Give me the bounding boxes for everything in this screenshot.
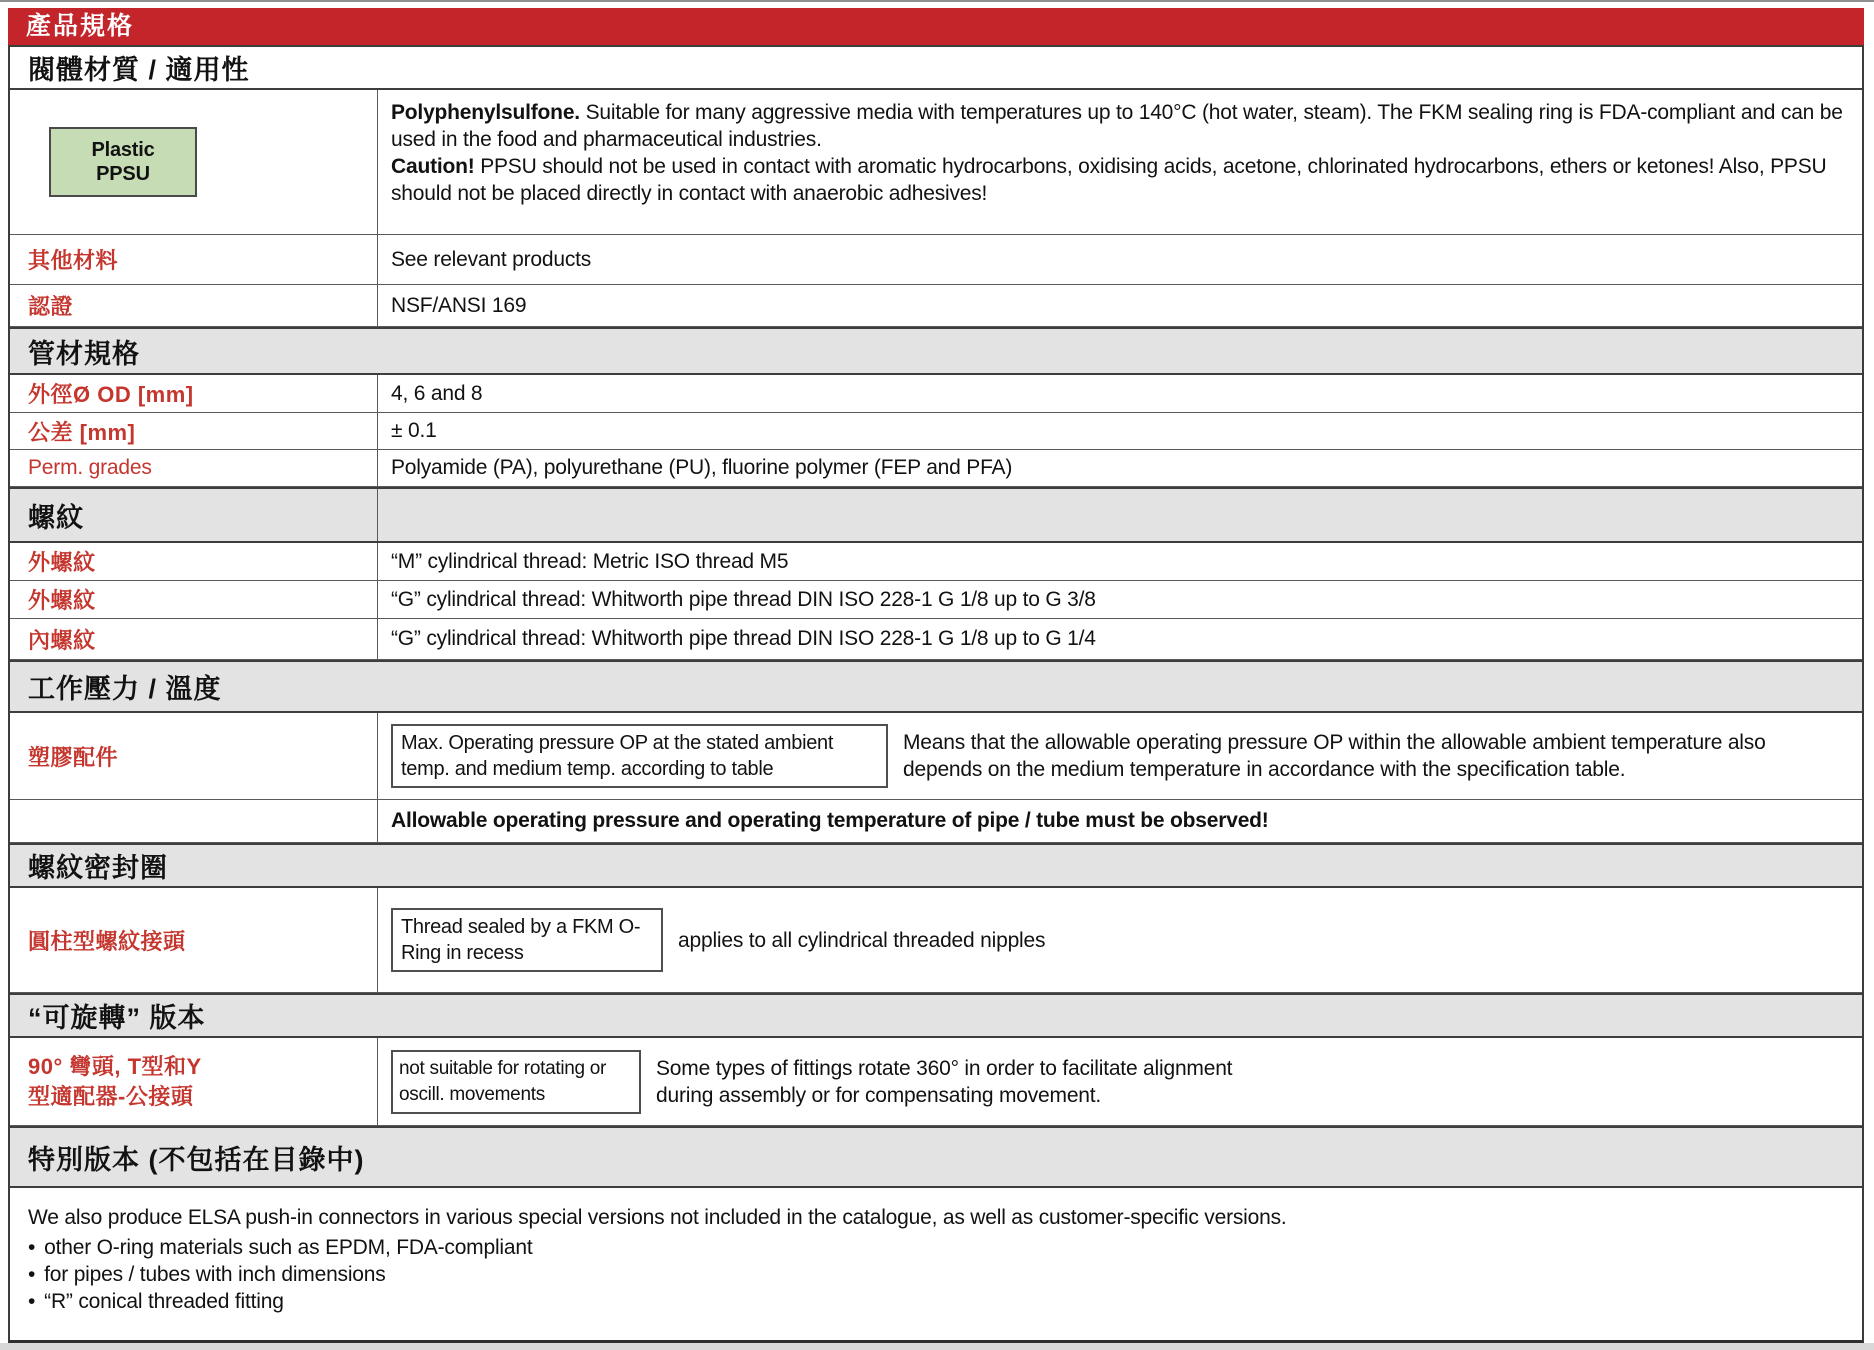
table-row-elbow-adapters — [10, 1038, 1862, 1126]
seal-note-box: Thread sealed by a FKM O-Ring in recess — [391, 908, 663, 972]
bottom-divider — [0, 1343, 1874, 1350]
bullet-text: for pipes / tubes with inch dimensions — [44, 1263, 386, 1286]
row-label: Perm. grades — [28, 456, 152, 479]
section-heading-text: “可旋轉” 版本 — [28, 1003, 206, 1033]
row-label: 認證 — [28, 294, 74, 319]
section-heading-body-material — [10, 45, 1862, 90]
row-label-line-2: 型適配器-公接頭 — [28, 1083, 194, 1109]
section-heading-pressure-temp — [10, 660, 1862, 713]
section-heading-text: 螺紋密封圈 — [28, 853, 168, 883]
spec-table — [8, 45, 1864, 1343]
row-label: 外螺紋 — [28, 588, 96, 613]
row-value: “G” cylindrical thread: Whitworth pipe thread DIN ISO 228-1 G 1/8 up to G 3/8 — [391, 587, 1096, 611]
pressure-note-box: Max. Operating pressure OP at the stated ambient temp. and medium temp. according to table — [391, 724, 888, 788]
rotation-description-line-1: Some types of fittings rotate 360° in order to facilitate alignment — [656, 1056, 1233, 1080]
bullet-icon: • — [28, 1290, 36, 1313]
ppsu-caution-lead: Caution! — [391, 155, 475, 178]
section-heading-threads — [10, 487, 1862, 543]
table-row-male-thread-m — [10, 543, 1862, 581]
table-row-certification — [10, 285, 1862, 327]
row-label-line-1: 90° 彎頭, T型和Y — [28, 1053, 202, 1079]
special-versions-paragraph: We also produce ELSA push-in connectors in various special versions not included in the catalogue, as well as customer-specific versions. — [28, 1206, 1287, 1229]
bullet-icon: • — [28, 1236, 36, 1259]
section-heading-text: 特別版本 (不包括在目錄中) — [28, 1144, 365, 1175]
table-row-pressure-note — [10, 800, 1862, 843]
list-item — [28, 1288, 1842, 1315]
table-row-male-thread-g — [10, 581, 1862, 619]
list-item — [28, 1234, 1842, 1261]
row-value: ± 0.1 — [391, 419, 437, 442]
empty-label-cell — [10, 800, 378, 842]
table-row-ppsu — [10, 90, 1862, 235]
table-row-plastic-fittings — [10, 713, 1862, 800]
row-label: 塑膠配件 — [28, 744, 119, 770]
ppsu-paragraph-1 — [391, 99, 1844, 153]
row-label: 公差 [mm] — [28, 419, 136, 445]
row-label: 其他材料 — [28, 248, 119, 273]
ppsu-bold-lead: Polyphenylsulfone. — [391, 101, 580, 124]
ppsu-text-2: PPSU should not be used in contact with aromatic hydrocarbons, oxidising acids, acetone, chlorinated hydrocarbons, ethers or ketones! Also, PPSU should not be placed directly in contact with anaerobic adhesives! — [391, 155, 1827, 205]
table-row-female-thread-g — [10, 619, 1862, 660]
list-item — [28, 1261, 1842, 1288]
table-row-tolerance — [10, 413, 1862, 450]
plastic-ppsu-badge — [49, 127, 197, 197]
special-versions-body — [10, 1188, 1862, 1340]
ppsu-text-1: Suitable for many aggressive media with temperatures up to 140°C (hot water, steam). The FKM sealing ring is FDA-compliant and can be used in the food and pharmaceutical industries. — [391, 101, 1843, 151]
pressure-bold-note: Allowable operating pressure and operating temperature of pipe / tube must be observed! — [391, 809, 1269, 832]
bullet-text: other O-ring materials such as EPDM, FDA-compliant — [44, 1236, 533, 1259]
page-title-bar — [8, 8, 1864, 45]
section-heading-rotatable — [10, 993, 1862, 1038]
table-row-other-materials — [10, 235, 1862, 285]
row-label: 圓柱型螺紋接頭 — [28, 928, 186, 954]
row-label: 外徑Ø OD [mm] — [28, 382, 194, 407]
row-value: “G” cylindrical thread: Whitworth pipe thread DIN ISO 228-1 G 1/8 up to G 1/4 — [391, 627, 1096, 650]
pressure-description: Means that the allowable operating pressure OP within the allowable ambient temperature also depends on the medium temperature in accordance with the specification table. — [903, 731, 1766, 781]
rotation-note-box: not suitable for rotating or oscill. movements — [391, 1050, 641, 1114]
row-label: 內螺紋 — [28, 627, 96, 653]
row-value: “M” cylindrical thread: Metric ISO thread M5 — [391, 549, 789, 573]
ppsu-description-cell — [378, 90, 1862, 234]
table-row-cylindrical-nipple — [10, 888, 1862, 993]
table-row-perm-grades — [10, 450, 1862, 487]
row-value: See relevant products — [391, 247, 592, 271]
row-label: 外螺紋 — [28, 550, 96, 575]
bullet-text: “R” conical threaded fitting — [44, 1290, 284, 1313]
row-value: NSF/ANSI 169 — [391, 293, 527, 317]
section-heading-text: 螺紋 — [28, 502, 84, 533]
table-row-od — [10, 375, 1862, 413]
ppsu-paragraph-2 — [391, 153, 1844, 207]
section-heading-special-versions — [10, 1126, 1862, 1188]
top-divider — [0, 0, 1874, 8]
section-heading-text: 管材規格 — [28, 338, 140, 369]
section-heading-pipe-spec — [10, 327, 1862, 375]
row-value: Polyamide (PA), polyurethane (PU), fluorine polymer (FEP and PFA) — [391, 456, 1013, 479]
section-heading-text: 工作壓力 / 溫度 — [28, 674, 222, 704]
section-heading-text: 閥體材質 / 適用性 — [28, 55, 250, 85]
section-heading-thread-seal — [10, 843, 1862, 888]
bullet-icon: • — [28, 1263, 36, 1286]
badge-line-1: Plastic — [91, 139, 155, 161]
page-title: 產品規格 — [26, 12, 135, 40]
ppsu-label-cell — [10, 90, 378, 234]
rotation-description-line-2: during assembly or for compensating movement. — [656, 1083, 1102, 1107]
rotation-description — [656, 1055, 1232, 1109]
row-value: 4, 6 and 8 — [391, 381, 483, 405]
badge-line-2: PPSU — [96, 163, 150, 185]
seal-description: applies to all cylindrical threaded nipples — [678, 928, 1046, 952]
